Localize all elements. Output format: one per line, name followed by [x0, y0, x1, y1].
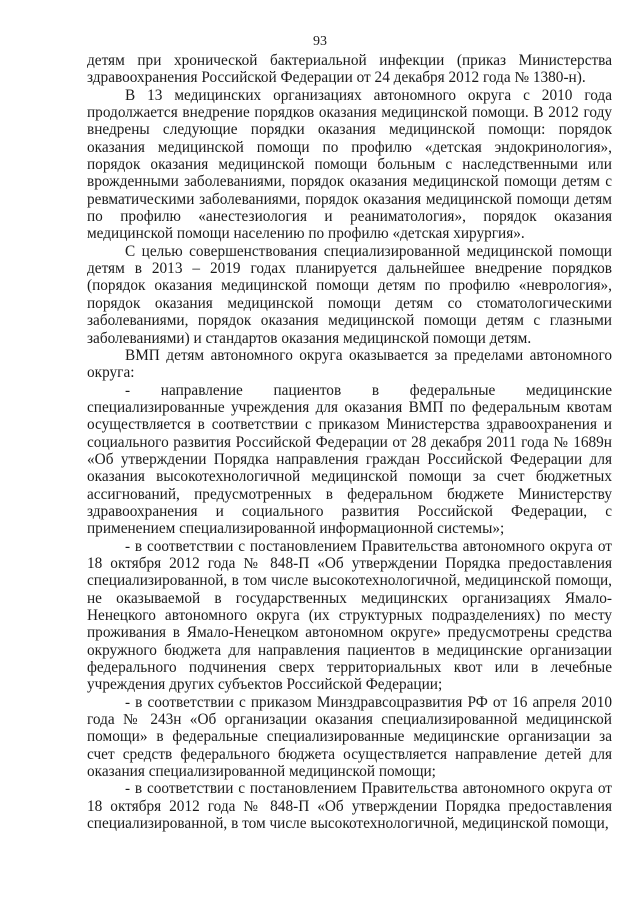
- paragraph-2: В 13 медицинских организациях автономного округа с 2010 года продолжается внедрение порядков оказания медицинской помощи. В 2012 году внедрены следующие порядки оказания медицинской помощи: порядок оказания медицинской помощи по профилю «детская эндокринология», порядок оказания медицинской помощи больным с наследственными или врожденными заболеваниями, порядок оказания медицинской помощи детям с ревматическими заболеваниями, порядок оказания медицинской помощи детям по профилю «анестезиология и реаниматология», порядок оказания медицинской помощи населению по профилю «детская хирургия».: [87, 86, 612, 243]
- page-number: 93: [313, 34, 327, 49]
- paragraph-4: ВМП детям автономного округа оказывается за пределами автономного округа:: [87, 346, 612, 382]
- list-item-3: - в соответствии с приказом Минздравсоцразвития РФ от 16 апреля 2010 года № 243н «Об организации оказания специализированной медицинской помощи» в федеральные специализированные медицинские организации за счет средств федерального бюджета осуществляется направление детей для оказания специализированной медицинской помощи;: [87, 693, 612, 781]
- list-item-1: - направление пациентов в федеральные медицинские специализированные учреждения для оказания ВМП по федеральным квотам осуществляется в соответствии с приказом Министерства здравоохранения и социального развития Российской Федерации от 28 декабря 2011 года № 1689н «Об утверждении Порядка направления граждан Российской Федерации для оказания высокотехнологичной медицинской помощи за счет бюджетных ассигнований, предусмотренных в федеральном бюджете Министерству здравоохранения и социального развития Российской Федерации, с применением специализированной информационной системы»;: [87, 381, 612, 538]
- list-item-4: - в соответствии с постановлением Правительства автономного округа от 18 октября 2012 года № 848-П «Об утверждении Порядка предоставления специализированной, в том числе высокотехнологичной, медицинской помощи,: [87, 780, 612, 833]
- list-item-2: - в соответствии с постановлением Правительства автономного округа от 18 октября 2012 года № 848-П «Об утверждении Порядка предоставления специализированной, в том числе высокотехнологичной, медицинской помощи, не оказываемой в государственных медицинских организациях Ямало-Ненецкого автономного округа (их структурных подразделениях) по месту проживания в Ямало-Ненецком автономном округе» предусмотрены средства окружного бюджета для направления пациентов в медицинские организации федерального подчинения сверх территориальных квот или в лечебные учреждения других субъектов Российской Федерации;: [87, 537, 612, 694]
- page-body: [87, 52, 612, 832]
- paragraph-1: детям при хронической бактериальной инфекции (приказ Министерства здравоохранения Российской Федерации от 24 декабря 2012 года № 1380-н).: [87, 52, 612, 87]
- paragraph-3: С целью совершенствования специализированной медицинской помощи детям в 2013 – 2019 годах планируется дальнейшее внедрение порядков (порядок оказания медицинской помощи детям по профилю «неврология», порядок оказания медицинской помощи детям со стоматологическими заболеваниями, порядок оказания медицинской помощи детям с глазными заболеваниями) и стандартов оказания медицинской помощи детям.: [87, 242, 612, 347]
